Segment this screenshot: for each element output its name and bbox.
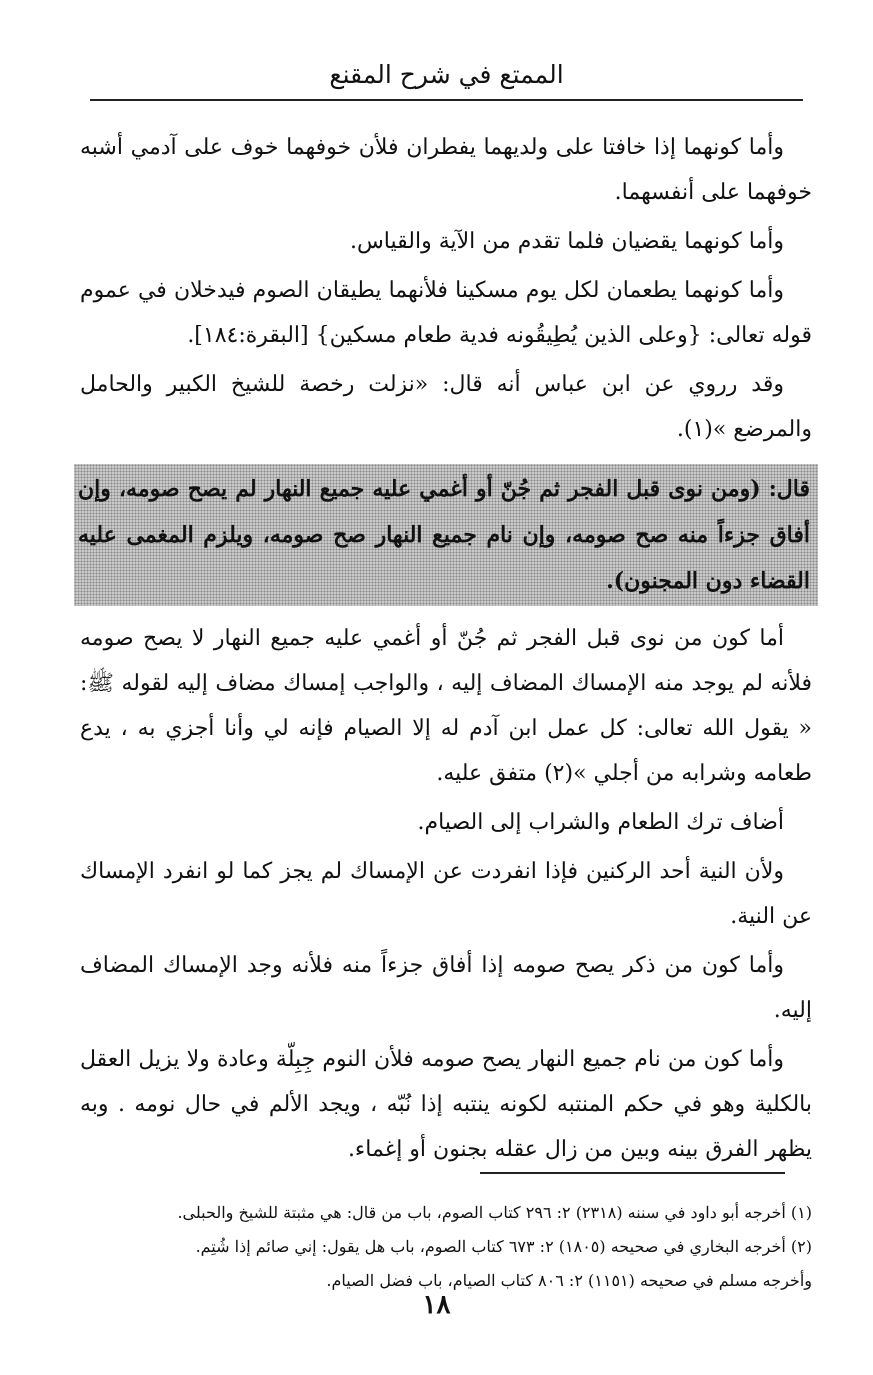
paragraph: أما كون من نوى قبل الفجر ثم جُنّ أو أغمي عليه جميع النهار لا يصح صومه فلأنه لم يوجد منه الإمساك المضاف إليه ، والواجب إمساك مضاف إليه لقوله ﷺ: « يقول الله تعالى: كل عمل ابن آدم له إلا الصيام فإنه لي وأنا أجزي به ، يدع طعامه وشرابه من أجلي »(٢) متفق عليه. bbox=[80, 626, 812, 786]
paragraph: أضاف ترك الطعام والشراب إلى الصيام. bbox=[417, 810, 784, 835]
paragraph: وأما كونهما إذا خافتا على ولديهما يفطران فلأن خوفهما خوف على آدمي أشبه خوفهما على أنفسهما. bbox=[80, 135, 812, 205]
page-number: ١٨ bbox=[422, 1290, 451, 1320]
paragraph: وأما كون من نام جميع النهار يصح صومه فلأن النوم جِبِلّة وعادة ولا يزيل العقل بالكلية وهو في حكم المنتبه لكونه ينتبه إذا نُبّه ، ويجد الألم في حال نومه . وبه يظهر الفرق بينه وبين من زال عقله بجنون أو إغماء. bbox=[80, 1047, 812, 1162]
paragraph: وأما كونهما يطعمان لكل يوم مسكينا فلأنهما يطيقان الصوم فيدخلان في عموم قوله تعالى: {وعلى الذين يُطِيقُونه فدية طعام مسكين} [البقرة:١٨٤]. bbox=[80, 278, 812, 348]
paragraph: وأما كون من ذكر يصح صومه إذا أفاق جزءاً منه فلأنه وجد الإمساك المضاف إليه. bbox=[80, 953, 812, 1023]
footnote: وأخرجه مسلم في صحيحه (١١٥١) ٢: ٨٠٦ كتاب الصيام، باب فضل الصيام. bbox=[326, 1271, 812, 1290]
paragraph: ولأن النية أحد الركنين فإذا انفردت عن الإمساك لم يجز كما لو انفرد الإمساك عن النية. bbox=[80, 859, 812, 929]
paragraph: وأما كونهما يقضيان فلما تقدم من الآية والقياس. bbox=[349, 229, 784, 254]
footnotes bbox=[80, 1196, 812, 1298]
footnote: (١) أخرجه أبو داود في سننه (٢٣١٨) ٢: ٢٩٦ كتاب الصوم، باب من قال: هي مثبتة للشيخ والحبلى. bbox=[177, 1203, 812, 1222]
paragraph: وقد رروي عن ابن عباس أنه قال: «نزلت رخصة للشيخ الكبير والحامل والمرضع »(١). bbox=[80, 372, 812, 442]
footnote: (٢) أخرجه البخاري في صحيحه (١٨٠٥) ٢: ٦٧٣ كتاب الصوم، باب هل يقول: إني صائم إذا شُتِم. bbox=[195, 1237, 812, 1256]
matn-quote-highlighted: قال: (ومن نوى قبل الفجر ثم جُنّ أو أغمي عليه جميع النهار لم يصح صومه، وإن أفاق جزءاً منه صح صومه، وإن نام جميع النهار صح صومه، ويلزم المغمى عليه القضاء دون المجنون). bbox=[74, 464, 818, 606]
page-header bbox=[90, 55, 803, 101]
page-title: الممتع في شرح المقنع bbox=[329, 60, 564, 89]
footnote-divider bbox=[480, 1172, 785, 1174]
main-text bbox=[80, 125, 812, 1176]
